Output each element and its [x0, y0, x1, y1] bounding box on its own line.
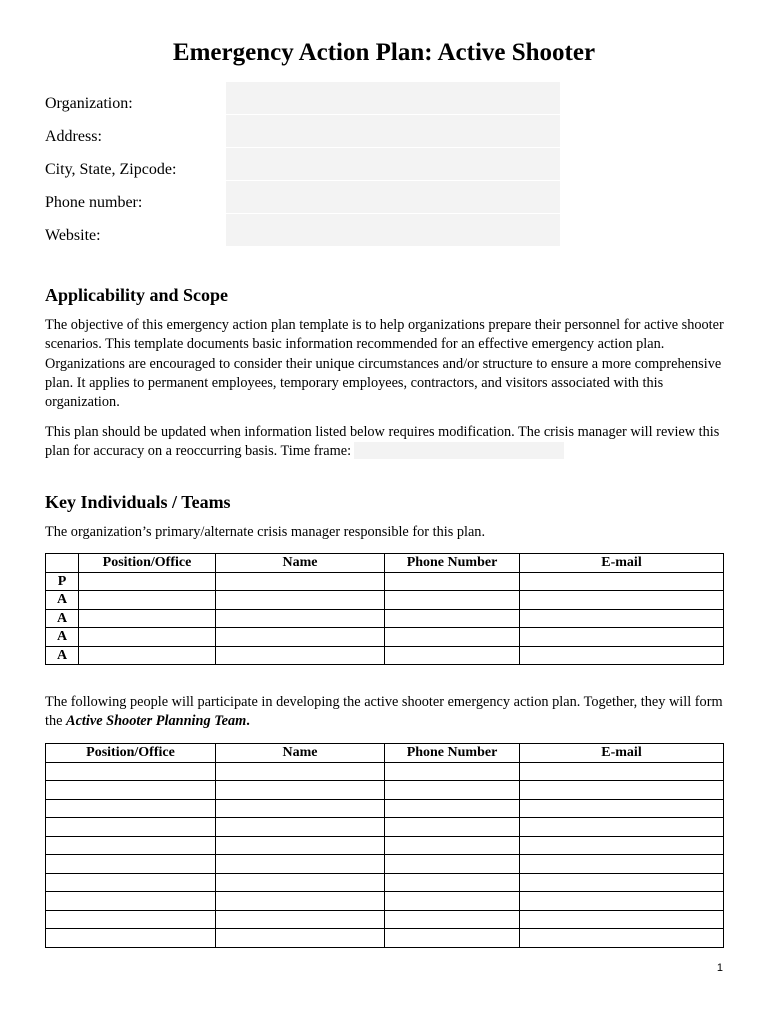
table-cell[interactable] [216, 929, 385, 948]
table-cell[interactable] [520, 591, 724, 610]
row-label: P [46, 572, 79, 591]
phone-number-label: Phone number: [45, 194, 143, 211]
table-row [46, 929, 724, 948]
address-field[interactable] [226, 115, 560, 147]
table-cell[interactable] [216, 818, 385, 837]
table-cell[interactable] [385, 572, 520, 591]
table-cell[interactable] [79, 591, 216, 610]
table-cell[interactable] [216, 836, 385, 855]
table-cell[interactable] [79, 628, 216, 647]
table-cell[interactable] [46, 836, 216, 855]
table-cell[interactable] [385, 873, 520, 892]
page-title: Emergency Action Plan: Active Shooter [172, 39, 596, 66]
planning-team-table [45, 743, 724, 948]
city-state-zip-field[interactable] [226, 148, 560, 180]
table-cell[interactable] [385, 892, 520, 911]
table-header-cell [46, 554, 79, 573]
table-cell[interactable] [46, 818, 216, 837]
table-cell[interactable] [216, 799, 385, 818]
table-cell[interactable] [46, 910, 216, 929]
table-cell[interactable] [520, 818, 724, 837]
table-cell[interactable] [46, 873, 216, 892]
table-cell[interactable] [520, 781, 724, 800]
table-cell[interactable] [46, 781, 216, 800]
table-cell[interactable] [216, 892, 385, 911]
table-row [46, 762, 724, 781]
table-header-cell: Name [216, 554, 385, 573]
table-row [46, 910, 724, 929]
table-cell[interactable] [520, 628, 724, 647]
table-row [46, 628, 724, 647]
table-row [46, 799, 724, 818]
table-header-cell: Phone Number [385, 554, 520, 573]
table-row [46, 781, 724, 800]
table-cell[interactable] [385, 762, 520, 781]
table-cell[interactable] [385, 910, 520, 929]
page-number: 1 [716, 962, 723, 974]
table-cell[interactable] [385, 628, 520, 647]
planning-team-period: . [246, 713, 250, 730]
table-row [46, 609, 724, 628]
table-cell[interactable] [520, 873, 724, 892]
table-cell[interactable] [520, 892, 724, 911]
table-cell[interactable] [216, 628, 385, 647]
table-header-cell: Phone Number [385, 744, 520, 763]
table-cell[interactable] [520, 762, 724, 781]
table-cell[interactable] [385, 609, 520, 628]
table-cell[interactable] [216, 646, 385, 665]
table-row [46, 572, 724, 591]
table-cell[interactable] [520, 799, 724, 818]
phone-number-field[interactable] [226, 181, 560, 213]
applicability-heading: Applicability and Scope [45, 285, 229, 305]
table-cell[interactable] [46, 799, 216, 818]
table-row [46, 855, 724, 874]
city-state-zip-label: City, State, Zipcode: [45, 161, 177, 178]
planning-team-body [46, 762, 724, 947]
table-cell[interactable] [520, 929, 724, 948]
row-label: A [46, 591, 79, 610]
organization-field[interactable] [226, 82, 560, 114]
table-cell[interactable] [46, 855, 216, 874]
row-label: A [46, 628, 79, 647]
row-label: A [46, 609, 79, 628]
table-header-cell: E-mail [520, 554, 724, 573]
table-row [46, 646, 724, 665]
table-header-cell: Position/Office [46, 744, 216, 763]
table-header-cell: Name [216, 744, 385, 763]
table-cell[interactable] [216, 609, 385, 628]
table-cell[interactable] [520, 855, 724, 874]
key-individuals-heading: Key Individuals / Teams [45, 492, 231, 512]
table-cell[interactable] [385, 781, 520, 800]
table-cell[interactable] [216, 855, 385, 874]
table-row [46, 836, 724, 855]
planning-team-name: Active Shooter Planning Team [66, 713, 247, 730]
table-cell[interactable] [216, 762, 385, 781]
table-header-cell: Position/Office [79, 554, 216, 573]
table-cell[interactable] [385, 799, 520, 818]
table-cell[interactable] [216, 873, 385, 892]
table-cell[interactable] [46, 762, 216, 781]
table-cell[interactable] [520, 836, 724, 855]
applicability-paragraph: The objective of this emergency action plan template is to help organizations prepare their personnel for active shooter scenarios. This template documents basic information recommended for an effective emergency action plan. Organizations are encouraged to consider their unique circumstances and/or structure to ensure a more comprehensive plan. It applies to permanent employees, temporary employees, contractors, and visitors associated with this organization. [45, 317, 724, 411]
organization-label: Organization: [45, 95, 133, 112]
crisis-manager-intro: The organization’s primary/alternate crisis manager responsible for this plan. [45, 524, 486, 540]
time-frame-field[interactable] [354, 442, 564, 459]
table-header-row [46, 744, 724, 763]
table-cell[interactable] [520, 572, 724, 591]
website-field[interactable] [226, 214, 560, 246]
table-cell[interactable] [385, 646, 520, 665]
update-paragraph [45, 423, 725, 462]
table-cell[interactable] [46, 929, 216, 948]
row-label: A [46, 646, 79, 665]
planning-team-intro [45, 693, 725, 732]
table-header-row [46, 554, 724, 573]
table-cell[interactable] [79, 646, 216, 665]
planning-team-intro-text: The following people will participate in developing the active shooter emergency action plan. Together, they will form the [45, 694, 723, 730]
table-cell[interactable] [216, 910, 385, 929]
table-row [46, 591, 724, 610]
table-row [46, 873, 724, 892]
table-cell[interactable] [216, 572, 385, 591]
table-cell[interactable] [385, 818, 520, 837]
crisis-manager-table [45, 553, 724, 665]
website-label: Website: [45, 227, 101, 244]
table-cell[interactable] [46, 892, 216, 911]
address-label: Address: [45, 128, 102, 145]
table-row [46, 818, 724, 837]
table-cell[interactable] [520, 609, 724, 628]
table-cell[interactable] [79, 609, 216, 628]
table-cell[interactable] [385, 929, 520, 948]
table-cell[interactable] [216, 781, 385, 800]
table-cell[interactable] [385, 836, 520, 855]
update-text: This plan should be updated when information listed below requires modification. The crisis manager will review this plan for accuracy on a reoccurring basis. Time frame: [45, 424, 720, 460]
table-cell[interactable] [79, 572, 216, 591]
table-cell[interactable] [520, 910, 724, 929]
table-cell[interactable] [385, 855, 520, 874]
table-cell[interactable] [520, 646, 724, 665]
table-cell[interactable] [385, 591, 520, 610]
table-row [46, 892, 724, 911]
table-header-cell: E-mail [520, 744, 724, 763]
table-cell[interactable] [216, 591, 385, 610]
